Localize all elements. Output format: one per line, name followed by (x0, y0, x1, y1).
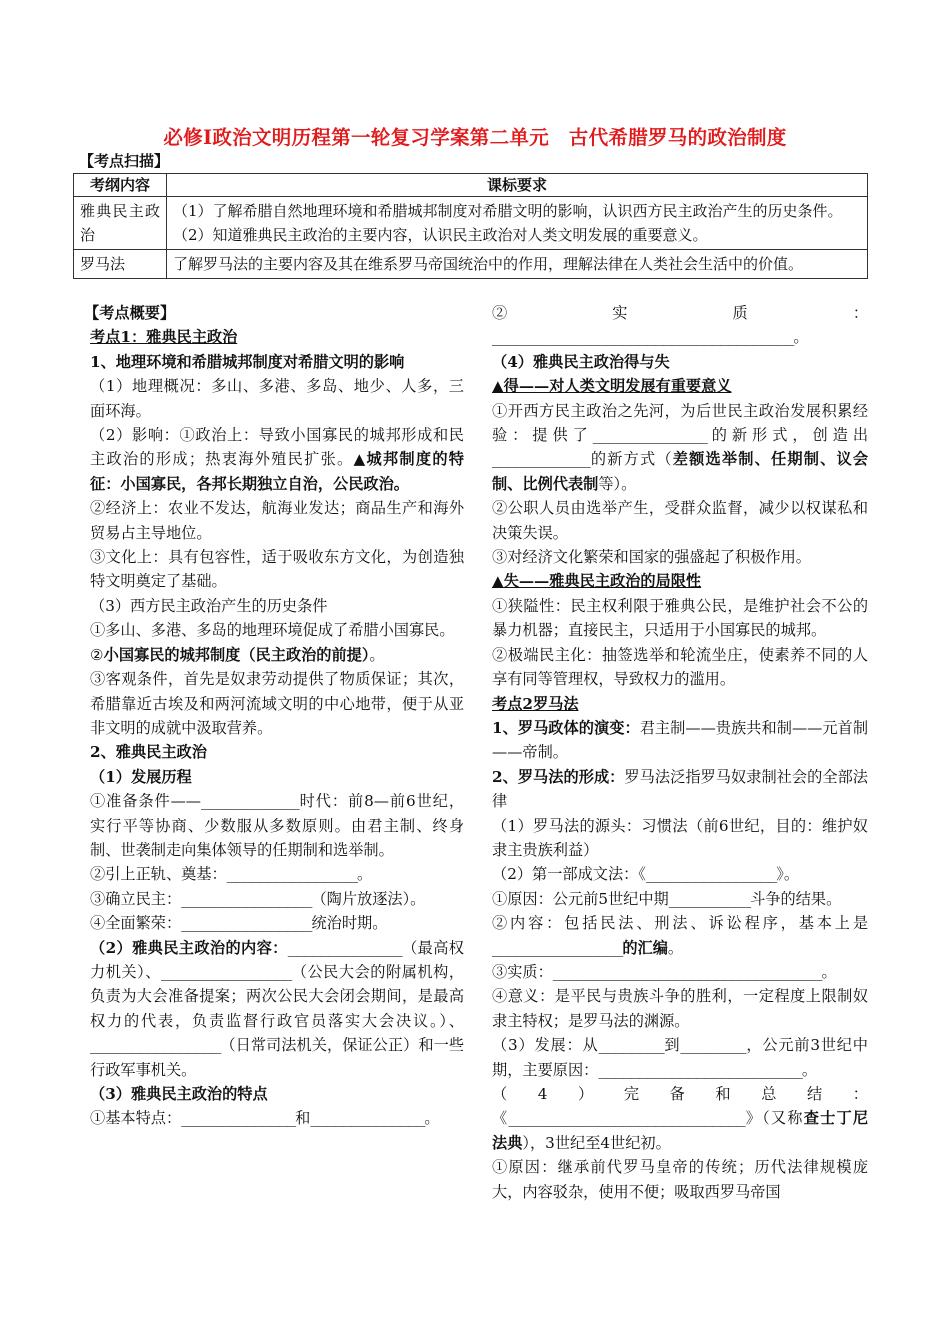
emphasis-text: 的汇编 (622, 938, 668, 957)
paragraph: （1）地理概况：多山、多港、多岛、地少、人多，三面环海。 (90, 377, 464, 420)
text: ），3世纪至4世纪初。 (522, 1133, 671, 1152)
fill-in-blank: ____________ (492, 450, 590, 469)
text: （3）发展：从 (492, 1036, 599, 1055)
fill-in-blank: ________ (598, 1036, 664, 1055)
fill-in-blank: ________________ (181, 914, 312, 933)
text: （最高权力机关）、 (90, 938, 464, 981)
left-column (84, 301, 465, 1131)
paragraph: ②极端民主化：抽签选举和轮流坐庄，使素养不同的人享有同等管理权，导致权力的滥用。 (492, 645, 868, 689)
fill-in-blank: _____________________________ (508, 1109, 745, 1128)
text: （陶片放逐法）。 (311, 889, 426, 908)
fill-in-blank: ________________ (492, 938, 623, 957)
subheading: （1）发展历程 (90, 767, 192, 786)
fill-in-blank: ________ (680, 1036, 746, 1055)
text: ③确立民主： (90, 889, 182, 908)
text: ①准备条件—— (90, 792, 201, 811)
fill-in-blank: _________________________ (598, 1060, 802, 1079)
paragraph (492, 862, 868, 886)
text: 罗马法泛指罗马奴隶制社会的全部法律 (492, 767, 868, 811)
paragraph: ④意义：是平民与贵族斗争的胜利，一定程度上限制奴隶主特权；是罗马法的渊源。 (492, 987, 868, 1030)
table-row (74, 197, 868, 250)
text: 斗争的结果。 (750, 889, 842, 908)
kaodian-2-heading: 考点2罗马法 (492, 694, 579, 713)
fill-in-blank: ________________ (645, 865, 777, 884)
paragraph: ③对经济文化繁荣和国家的强盛起了积极作用。 (492, 548, 811, 567)
fill-in-blank: ______________ (592, 426, 707, 445)
text: 的新形式，创造出 (706, 426, 869, 445)
page-title: 必修Ⅰ政治文明历程第一轮复习学案第二单元 古代希腊罗马的政治制度 (163, 126, 787, 149)
table-cell: 雅典民主政治 (74, 197, 167, 250)
paragraph: （1）罗马法的源头：习惯法（前6世纪，目的：维护奴隶主贵族利益） (492, 816, 868, 859)
kaodian-1-heading: 考点1：雅典民主政治 (90, 328, 238, 347)
emphasis-text: 小国寡民的城邦制度（民主政治的前提） (103, 645, 370, 664)
text: （2）第一部成文法：《 (492, 865, 646, 884)
subheading: ▲失——雅典民主政治的局限性 (492, 572, 702, 591)
fill-in-blank: _____________________________________ (492, 328, 794, 347)
text: 》。 (776, 865, 800, 884)
text: ②实质： (492, 304, 868, 322)
text: 。 (667, 938, 684, 957)
fill-in-blank: __________ (668, 889, 751, 908)
paragraph (492, 1082, 868, 1155)
paragraph (492, 960, 868, 984)
table-header: 考纲内容 (74, 174, 167, 197)
text: （公民大会的附属机构，负责为大会准备提案；两次公民大会闭会期间，是最高权力的代表，负责监督行政官员落实大会决议。）、 (90, 962, 465, 1030)
fill-in-blank: ______________ (181, 1109, 296, 1128)
text: （日常司法机关，保证公正）和一些行政军事机关。 (90, 1036, 464, 1079)
right-column (492, 301, 868, 1204)
subheading: （4）雅典民主政治得与失 (492, 352, 670, 371)
paragraph (90, 423, 464, 496)
text: 。 (793, 328, 809, 347)
paragraph (492, 1033, 868, 1082)
table-header: 课标要求 (167, 174, 868, 197)
paragraph (492, 399, 868, 497)
paragraph (90, 789, 464, 862)
paragraph: ②公职人员由选举产生，受群众监督，减少以权谋私和决策失误。 (492, 499, 868, 542)
subheading: ▲得——对人类文明发展有重要意义 (492, 377, 732, 396)
paragraph (90, 887, 464, 911)
paragraph (492, 765, 868, 814)
text: ②引上正轨、奠基： (90, 865, 227, 884)
text: ② (90, 645, 104, 664)
paragraph: ①狭隘性：民主权利限于雅典公民，是维护社会不公的暴力机器；直接民主，只适用于小国寡民的城邦。 (492, 596, 868, 640)
text: （2）影响：①政治上：导致小国寡民的城邦形成和民主政治的形成；热衷海外殖民扩张。 (90, 426, 464, 469)
paragraph (90, 1106, 464, 1130)
emphasis-text: 差额选举制、任期制、议会制、比例代表制 (492, 450, 869, 493)
text: （4）完备和总结：《 (492, 1085, 868, 1128)
fill-in-blank: ____________ (200, 792, 299, 811)
text: 。 (369, 645, 385, 664)
text: 》（又称 (744, 1109, 804, 1128)
text: 和 (295, 1109, 311, 1128)
paragraph: ①多山、多港、多岛的地理环境促成了希腊小国寡民。 (90, 621, 455, 640)
emphasis-text: 查士丁尼法典 (492, 1109, 869, 1152)
table-cell: 罗马法 (74, 250, 167, 279)
text: 时代：前8—前6世纪，实行平等协商、少数服从多数原则。由君主制、终身制、世袭制走向集体领导的任期制和选举制。 (90, 792, 465, 859)
standards-table (73, 173, 868, 279)
table-header-row (74, 174, 868, 197)
emphasis-text: 2、罗马法的形成： (492, 767, 625, 786)
section-heading-overview: 【考点概要】 (84, 304, 176, 322)
paragraph (90, 911, 464, 935)
text: ①开西方民主政治之先河，为后世民主政治发展积累经验：提供了 (492, 401, 868, 445)
paragraph: ①原因：继承前代罗马皇帝的传统；历代法律规模庞大，内容驳杂，使用不便；吸取西罗马帝国 (492, 1158, 868, 1201)
fill-in-blank: ________________ (226, 865, 357, 884)
text: ④全面繁荣： (90, 914, 182, 933)
text: ①原因：公元前5世纪中期 (492, 889, 669, 908)
text: 。 (424, 1109, 440, 1128)
fill-in-blank: ______________ (310, 1109, 425, 1128)
table-row (74, 250, 868, 279)
text: ，公元前3世纪中期，主要原因： (492, 1036, 868, 1079)
text: 到 (663, 1036, 681, 1055)
fill-in-blank: ________________ (160, 962, 292, 981)
fill-in-blank: ________________ (181, 889, 312, 908)
section-heading-scan: 【考点扫描】 (79, 152, 170, 170)
text: 。 (801, 1060, 818, 1079)
fill-in-blank: ______________ (287, 938, 402, 957)
text: 。 (821, 962, 837, 981)
emphasis-text: 1、罗马政体的演变： (492, 718, 640, 737)
text: 统治时期。 (311, 914, 388, 933)
subheading: 2、雅典民主政治 (90, 743, 207, 762)
paragraph: ③客观条件，首先是奴隶劳动提供了物质保证；其次，希腊靠近古埃及和两河流域文明的中心地带，便于从亚非文明的成就中汲取营养。 (90, 670, 464, 737)
paragraph (492, 301, 868, 350)
text: 君主制——贵族共和制——元首制——帝制。 (492, 718, 869, 762)
text: ①基本特点： (90, 1109, 182, 1128)
paragraph (90, 643, 464, 667)
fill-in-blank: ________________ (90, 1036, 221, 1055)
paragraph (492, 887, 868, 911)
paragraph (90, 936, 464, 1082)
paragraph (90, 862, 464, 886)
text: 。 (357, 865, 373, 884)
text: ③实质： (492, 962, 553, 981)
paragraph: （3）西方民主政治产生的历史条件 (90, 596, 328, 615)
text: 等）。 (598, 474, 637, 493)
paragraph (492, 716, 868, 765)
table-cell: 了解罗马法的主要内容及其在维系罗马帝国统治中的作用，理解法律在人类社会生活中的价值。 (167, 250, 868, 279)
emphasis-text: （2）雅典民主政治的内容： (90, 938, 288, 957)
text: ②内容：包括民法、刑法、诉讼程序，基本上是 (492, 914, 868, 933)
fill-in-blank: _________________________________ (552, 962, 822, 981)
emphasis-text: ▲城邦制度的特征：小国寡民，各邦长期独立自治，公民政治。 (90, 450, 464, 493)
subheading: （3）雅典民主政治的特点 (90, 1085, 268, 1103)
paragraph: ③文化上：具有包容性，适于吸收东方文化，为创造独特文明奠定了基础。 (90, 548, 464, 591)
paragraph (492, 911, 868, 960)
table-cell: （1）了解希腊自然地理环境和希腊城邦制度对希腊文明的影响，认识西方民主政治产生的历史条件。（2）知道雅典民主政治的主要内容，认识民主政治对人类文明发展的重要意义。 (167, 197, 868, 250)
paragraph: ②经济上：农业不发达，航海业发达；商品生产和海外贸易占主导地位。 (90, 499, 464, 542)
text: 的新方式（ (589, 450, 673, 469)
subheading: 1、地理环境和希腊城邦制度对希腊文明的影响 (90, 352, 405, 371)
